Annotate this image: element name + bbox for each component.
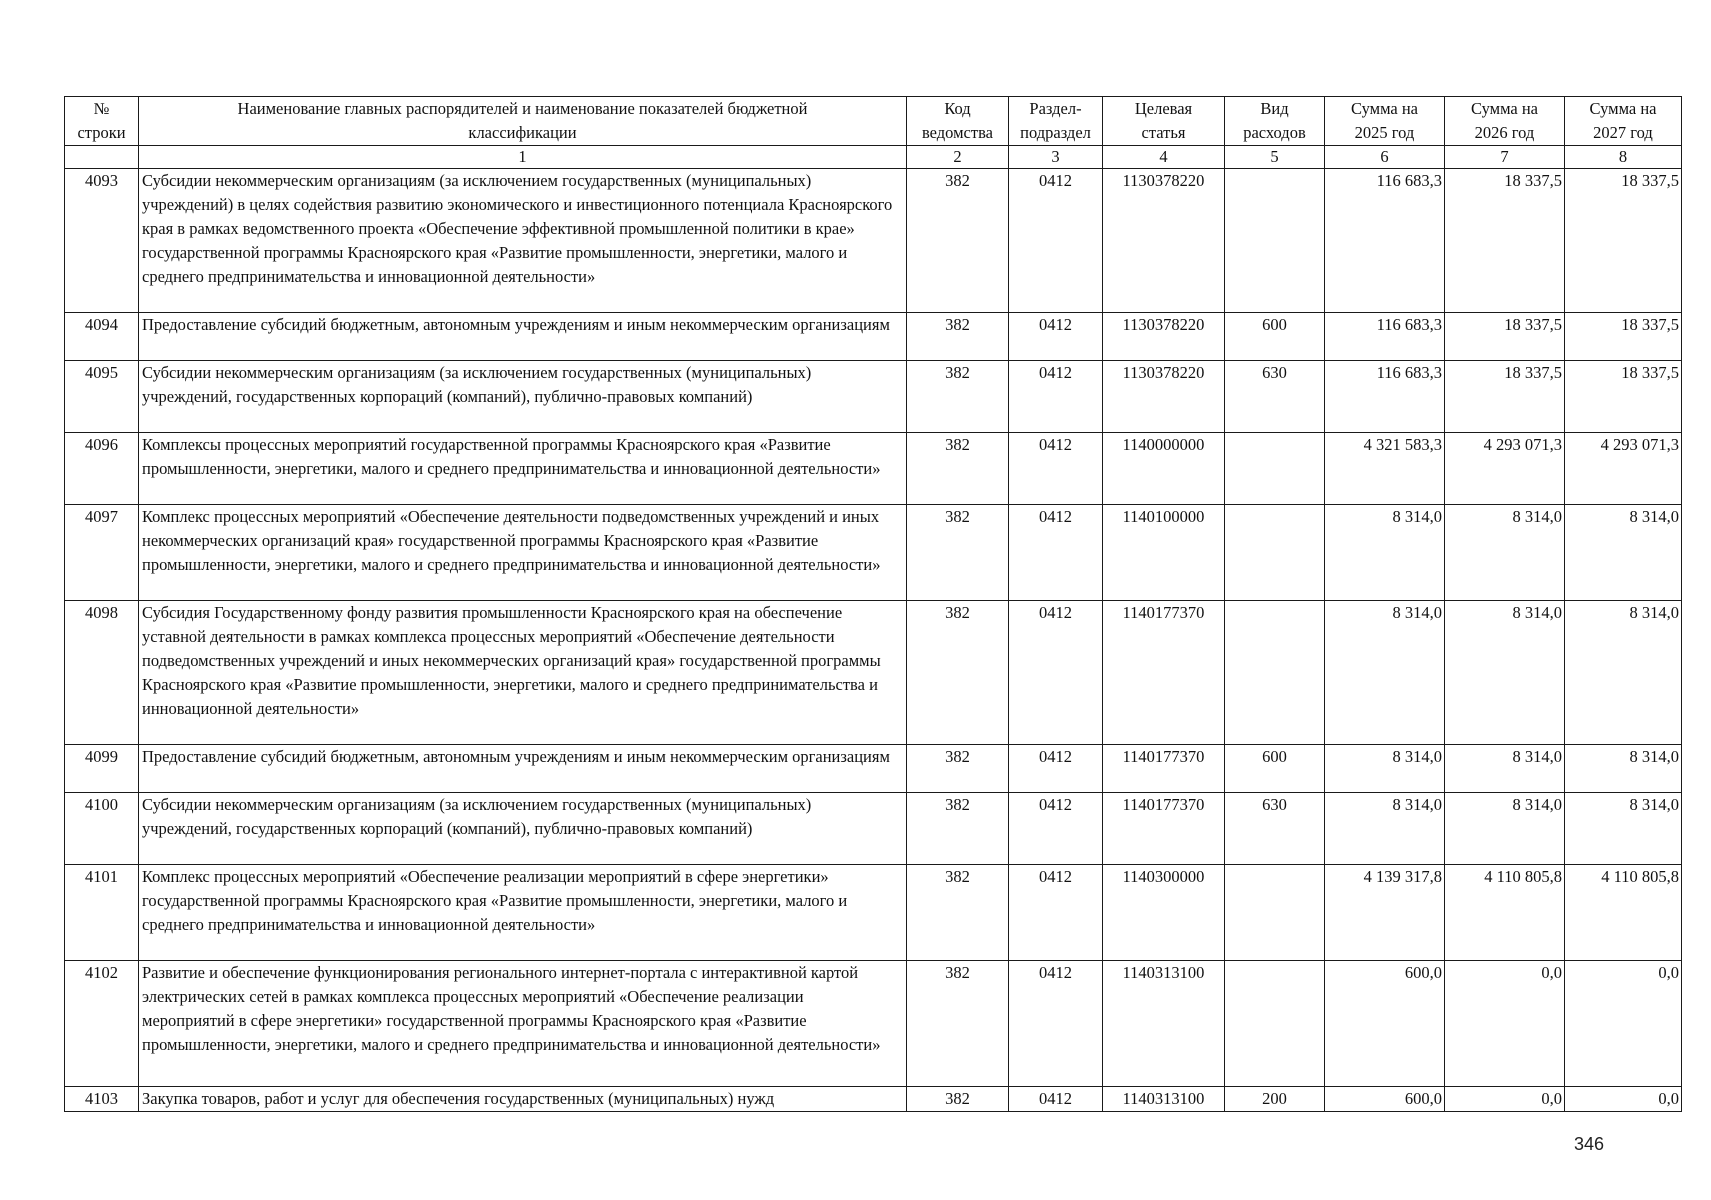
target-article-cell: 1140300000	[1103, 865, 1225, 961]
dept-code-cell: 382	[907, 793, 1009, 865]
sum-2025-cell: 8 314,0	[1325, 793, 1445, 865]
expense-type-cell: 600	[1225, 745, 1325, 793]
header-dept-code: Код ведомства	[907, 97, 1009, 146]
row-name-cell: Субсидии некоммерческим организациям (за исключением государственных (муниципальных) учреждений, государственных корпораций (компаний), публично-правовых компаний)	[139, 793, 907, 865]
table-row	[65, 745, 1682, 793]
target-article-cell: 1140313100	[1103, 1087, 1225, 1112]
expense-type-cell	[1225, 169, 1325, 313]
table-row	[65, 865, 1682, 961]
target-article-cell: 1140177370	[1103, 601, 1225, 745]
dept-code-cell: 382	[907, 1087, 1009, 1112]
table-row	[65, 601, 1682, 745]
table-row	[65, 169, 1682, 313]
table-row	[65, 793, 1682, 865]
row-number-cell: 4101	[65, 865, 139, 961]
header-target-article: Целевая статья	[1103, 97, 1225, 146]
sum-2026-cell: 18 337,5	[1445, 169, 1565, 313]
sum-2027-cell: 4 110 805,8	[1565, 865, 1682, 961]
sum-2027-cell: 8 314,0	[1565, 745, 1682, 793]
row-name-cell: Развитие и обеспечение функционирования регионального интернет-портала с интерактивной картой электрических сетей в рамках комплекса процессных мероприятий «Обеспечение реализации мероприятий в сфере энергетики» государственной программы Красноярского края «Развитие промышленности, энергетики, малого и среднего предпринимательства и инновационной деятельности»	[139, 961, 907, 1087]
section-code-cell: 0412	[1009, 745, 1103, 793]
sum-2025-cell: 600,0	[1325, 961, 1445, 1087]
table-row	[65, 433, 1682, 505]
sum-2027-cell: 8 314,0	[1565, 601, 1682, 745]
dept-code-cell: 382	[907, 433, 1009, 505]
row-name-cell: Субсидии некоммерческим организациям (за исключением государственных (муниципальных) учреждений, государственных корпораций (компаний), публично-правовых компаний)	[139, 361, 907, 433]
section-code-cell: 0412	[1009, 361, 1103, 433]
sum-2026-cell: 18 337,5	[1445, 313, 1565, 361]
row-name-cell: Комплексы процессных мероприятий государственной программы Красноярского края «Развитие промышленности, энергетики, малого и среднего предпринимательства и инновационной деятельности»	[139, 433, 907, 505]
expense-type-cell	[1225, 961, 1325, 1087]
row-number-cell: 4103	[65, 1087, 139, 1112]
expense-type-cell: 630	[1225, 361, 1325, 433]
budget-table	[64, 96, 1682, 1112]
header-expense-type: Вид расходов	[1225, 97, 1325, 146]
sum-2026-cell: 8 314,0	[1445, 745, 1565, 793]
row-number-cell: 4096	[65, 433, 139, 505]
sum-2026-cell: 8 314,0	[1445, 793, 1565, 865]
header-sum-2026: Сумма на 2026 год	[1445, 97, 1565, 146]
row-number-cell: 4099	[65, 745, 139, 793]
section-code-cell: 0412	[1009, 865, 1103, 961]
dept-code-cell: 382	[907, 865, 1009, 961]
sum-2025-cell: 4 139 317,8	[1325, 865, 1445, 961]
header-sum-2027: Сумма на 2027 год	[1565, 97, 1682, 146]
table-row	[65, 361, 1682, 433]
expense-type-cell: 200	[1225, 1087, 1325, 1112]
section-code-cell: 0412	[1009, 793, 1103, 865]
header-row	[65, 97, 1682, 146]
column-number: 5	[1225, 146, 1325, 169]
sum-2027-cell: 18 337,5	[1565, 169, 1682, 313]
section-code-cell: 0412	[1009, 961, 1103, 1087]
sum-2025-cell: 8 314,0	[1325, 505, 1445, 601]
header-row-number: № строки	[65, 97, 139, 146]
row-name-cell: Комплекс процессных мероприятий «Обеспечение реализации мероприятий в сфере энергетики» государственной программы Красноярского края «Развитие промышленности, энергетики, малого и среднего предпринимательства и инновационной деятельности»	[139, 865, 907, 961]
sum-2026-cell: 4 293 071,3	[1445, 433, 1565, 505]
sum-2027-cell: 8 314,0	[1565, 793, 1682, 865]
row-number-cell: 4095	[65, 361, 139, 433]
target-article-cell: 1140100000	[1103, 505, 1225, 601]
sum-2025-cell: 116 683,3	[1325, 169, 1445, 313]
header-section: Раздел- подраздел	[1009, 97, 1103, 146]
row-name-cell: Субсидия Государственному фонду развития промышленности Красноярского края на обеспечение уставной деятельности в рамках комплекса процессных мероприятий «Обеспечение деятельности подведомственных учреждений и иных некоммерческих организаций края» государственной программы Красноярского края «Развитие промышленности, энергетики, малого и среднего предпринимательства и инновационной деятельности»	[139, 601, 907, 745]
row-number-cell: 4093	[65, 169, 139, 313]
table-row	[65, 313, 1682, 361]
expense-type-cell: 600	[1225, 313, 1325, 361]
target-article-cell: 1130378220	[1103, 169, 1225, 313]
section-code-cell: 0412	[1009, 1087, 1103, 1112]
sum-2026-cell: 18 337,5	[1445, 361, 1565, 433]
sum-2025-cell: 600,0	[1325, 1087, 1445, 1112]
sum-2027-cell: 4 293 071,3	[1565, 433, 1682, 505]
target-article-cell: 1140177370	[1103, 745, 1225, 793]
table-row	[65, 505, 1682, 601]
expense-type-cell	[1225, 505, 1325, 601]
row-name-cell: Субсидии некоммерческим организациям (за исключением государственных (муниципальных) учреждений) в целях содействия развитию экономического и инвестиционного потенциала Красноярского края в рамках ведомственного проекта «Обеспечение эффективной промышленной политики в крае» государственной программы Красноярского края «Развитие промышленности, энергетики, малого и среднего предпринимательства и инновационной деятельности»	[139, 169, 907, 313]
sum-2026-cell: 4 110 805,8	[1445, 865, 1565, 961]
sum-2025-cell: 8 314,0	[1325, 745, 1445, 793]
sum-2025-cell: 116 683,3	[1325, 361, 1445, 433]
row-number-cell: 4100	[65, 793, 139, 865]
sum-2026-cell: 0,0	[1445, 1087, 1565, 1112]
row-number-cell: 4102	[65, 961, 139, 1087]
section-code-cell: 0412	[1009, 601, 1103, 745]
column-number: 3	[1009, 146, 1103, 169]
target-article-cell: 1140313100	[1103, 961, 1225, 1087]
row-number-cell: 4098	[65, 601, 139, 745]
row-name-cell: Предоставление субсидий бюджетным, автономным учреждениям и иным некоммерческим организациям	[139, 745, 907, 793]
header-sum-2025: Сумма на 2025 год	[1325, 97, 1445, 146]
section-code-cell: 0412	[1009, 313, 1103, 361]
dept-code-cell: 382	[907, 313, 1009, 361]
expense-type-cell	[1225, 433, 1325, 505]
sum-2026-cell: 8 314,0	[1445, 601, 1565, 745]
row-name-cell: Предоставление субсидий бюджетным, автономным учреждениям и иным некоммерческим организациям	[139, 313, 907, 361]
sum-2025-cell: 4 321 583,3	[1325, 433, 1445, 505]
dept-code-cell: 382	[907, 961, 1009, 1087]
sum-2025-cell: 8 314,0	[1325, 601, 1445, 745]
expense-type-cell: 630	[1225, 793, 1325, 865]
dept-code-cell: 382	[907, 361, 1009, 433]
expense-type-cell	[1225, 601, 1325, 745]
sum-2026-cell: 8 314,0	[1445, 505, 1565, 601]
row-number-cell: 4094	[65, 313, 139, 361]
table-row	[65, 1087, 1682, 1112]
section-code-cell: 0412	[1009, 505, 1103, 601]
sum-2027-cell: 0,0	[1565, 1087, 1682, 1112]
sum-2027-cell: 8 314,0	[1565, 505, 1682, 601]
dept-code-cell: 382	[907, 601, 1009, 745]
dept-code-cell: 382	[907, 745, 1009, 793]
sum-2027-cell: 18 337,5	[1565, 313, 1682, 361]
sum-2026-cell: 0,0	[1445, 961, 1565, 1087]
column-number: 6	[1325, 146, 1445, 169]
table-header	[65, 97, 1682, 169]
table-body	[65, 169, 1682, 1112]
column-number: 2	[907, 146, 1009, 169]
target-article-cell: 1130378220	[1103, 313, 1225, 361]
row-number-cell: 4097	[65, 505, 139, 601]
page-number: 346	[1574, 1134, 1605, 1154]
target-article-cell: 1130378220	[1103, 361, 1225, 433]
column-number: 1	[139, 146, 907, 169]
column-number	[65, 146, 139, 169]
target-article-cell: 1140000000	[1103, 433, 1225, 505]
row-name-cell: Комплекс процессных мероприятий «Обеспечение деятельности подведомственных учреждений и иных некоммерческих организаций края» государственной программы Красноярского края «Развитие промышленности, энергетики, малого и среднего предпринимательства и инновационной деятельности»	[139, 505, 907, 601]
sum-2027-cell: 18 337,5	[1565, 361, 1682, 433]
column-number: 7	[1445, 146, 1565, 169]
target-article-cell: 1140177370	[1103, 793, 1225, 865]
table-row	[65, 961, 1682, 1087]
header-name: Наименование главных распорядителей и наименование показателей бюджетной классификации	[139, 97, 907, 146]
sum-2025-cell: 116 683,3	[1325, 313, 1445, 361]
section-code-cell: 0412	[1009, 433, 1103, 505]
sum-2027-cell: 0,0	[1565, 961, 1682, 1087]
dept-code-cell: 382	[907, 169, 1009, 313]
column-number-row	[65, 146, 1682, 169]
expense-type-cell	[1225, 865, 1325, 961]
column-number: 4	[1103, 146, 1225, 169]
column-number: 8	[1565, 146, 1682, 169]
section-code-cell: 0412	[1009, 169, 1103, 313]
dept-code-cell: 382	[907, 505, 1009, 601]
row-name-cell: Закупка товаров, работ и услуг для обеспечения государственных (муниципальных) нужд	[139, 1087, 907, 1112]
